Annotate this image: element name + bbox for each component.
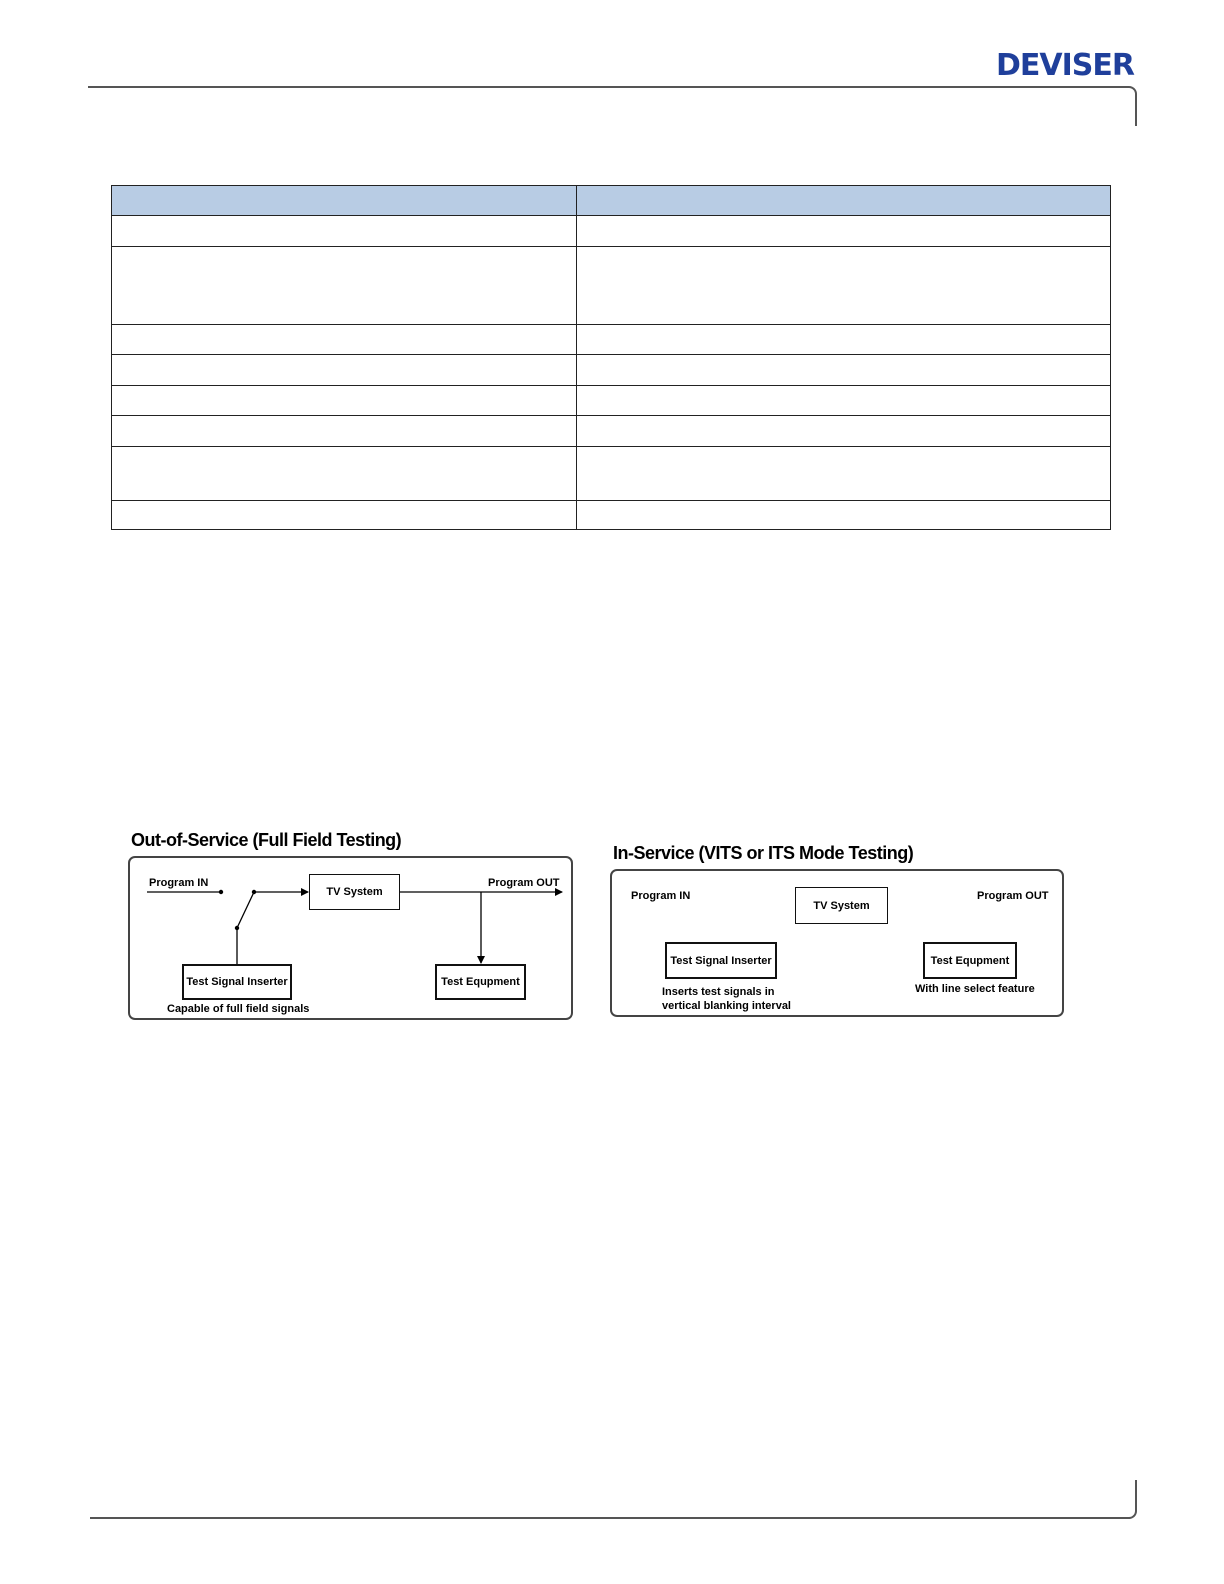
switch-contact: [219, 890, 223, 894]
test-signal-inserter-block: [665, 942, 777, 979]
in-service-title: In-Service (VITS or ITS Mode Testing): [613, 843, 914, 863]
switch-arm: [237, 892, 254, 928]
tv-system-block: [309, 874, 400, 910]
inserter-caption-line1: Inserts test signals in: [662, 986, 775, 998]
tv-system-label: TV System: [326, 886, 383, 898]
test-signal-inserter-block: [182, 964, 292, 1000]
test-signal-inserter-label: Test Signal Inserter: [670, 954, 772, 967]
logo-text: DEVISER: [996, 48, 1134, 83]
tv-system-label: TV System: [813, 899, 870, 912]
test-equipment-block: [923, 942, 1017, 979]
program-in-label: Program IN: [631, 890, 691, 902]
test-equipment-block: [435, 964, 526, 1000]
test-equipment-label: Test Equpment: [441, 976, 520, 988]
test-signal-inserter-label: Test Signal Inserter: [186, 976, 288, 988]
program-in-label: Program IN: [149, 877, 209, 889]
program-out-label: Program OUT: [488, 877, 560, 889]
footer-rule-corner: [1126, 1480, 1137, 1519]
tv-system-block: [795, 887, 888, 924]
inserter-caption-line2: vertical blanking interval: [662, 1000, 791, 1012]
equipment-caption: With line select feature: [915, 983, 1035, 995]
out-of-service-title: Out-of-Service (Full Field Testing): [131, 830, 402, 850]
test-equipment-label: Test Equpment: [930, 954, 1010, 967]
footer-rule: [90, 1517, 1130, 1519]
inserter-caption: Capable of full field signals: [167, 1003, 310, 1015]
program-out-label: Program OUT: [977, 890, 1049, 902]
